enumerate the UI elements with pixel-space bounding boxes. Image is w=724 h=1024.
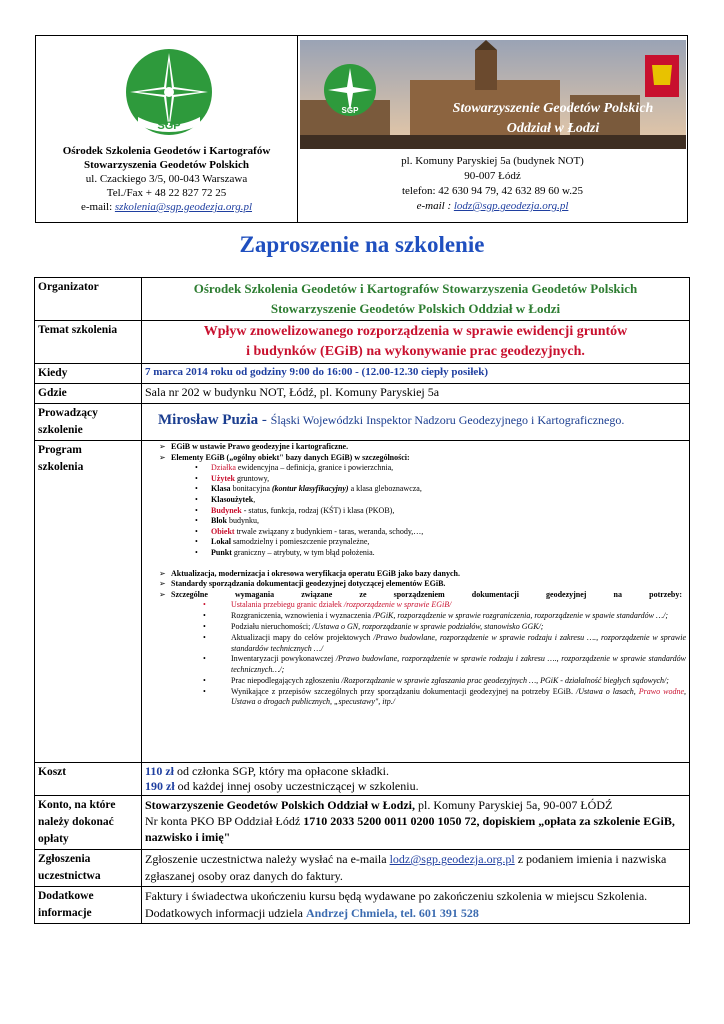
- program-item: ➢ Aktualizacja, modernizacja i okresowa weryfikacja operatu EGiB jako bazy danych.: [171, 569, 686, 580]
- program-label-2: szkolenia: [38, 461, 84, 473]
- trainer-name: Mirosław Puzia: [158, 412, 259, 428]
- lodz-logo: [324, 64, 376, 116]
- email-label: e-mail:: [80, 201, 115, 213]
- trainer-label-2: szkolenie: [38, 424, 83, 436]
- trainer-dash: -: [258, 412, 271, 428]
- registration-email-link[interactable]: lodz@sgp.geodezja.org.pl: [389, 852, 515, 866]
- list-item: • Klasoużytek,: [211, 495, 686, 506]
- contact-person: Andrzej Chmiela, tel. 601 391 528: [305, 906, 479, 920]
- list-item: • Podziału nieruchomości; /Ustawa o GN, rozporządzanie w sprawie podziałów, stanowisko GGK/;: [231, 622, 686, 633]
- list-item: • Budynek - status, funkcja, rodzaj (KŚT) i klasa (PKOB),: [211, 506, 686, 517]
- lodz-banner: [300, 40, 686, 149]
- list-item: • Aktualizacji mapy do celów projektowych /Prawo budowlane, rozporządzenie w sprawie rodzaju i zakresu …., rozporządzenie w sprawie standardów technicznych …/: [231, 633, 686, 655]
- page-title: Zaproszenie na szkolenie: [239, 232, 485, 257]
- row-program: [35, 441, 690, 763]
- list-item: • Ustalania przebiegu granic działek /rozporządzenie w sprawie EGiB/: [231, 600, 686, 611]
- non-member-price: 190 zł: [145, 779, 175, 793]
- documentation-requirements-list: [171, 600, 686, 708]
- row-when: [35, 364, 690, 384]
- list-item: • Rozgraniczenia, wznowienia i wyznaczenia /PGiK, rozporządzenie w sprawie rozgraniczenia, rozporządzenie w spawie standardów …/;: [231, 611, 686, 622]
- banner-title: Stowarzyszenie Geodetów Polskich: [452, 101, 654, 116]
- list-item: • Klasa bonitacyjna (kontur klasyfikacyjny) a klasa gleboznawcza,: [211, 484, 686, 495]
- member-price: 110 zł: [145, 764, 174, 778]
- list-item: • Obiekt trwale związany z budynkiem - taras, weranda, schody,…,: [211, 527, 686, 538]
- sgp-logo: [124, 47, 214, 137]
- sgp-logo-text: SGP: [157, 120, 181, 132]
- warsaw-email-link[interactable]: szkolenia@sgp.geodezja.org.pl: [114, 201, 253, 213]
- list-item: • Działka ewidencyjna – definicja, granice i powierzchnia,: [211, 463, 686, 474]
- list-item: • Blok budynku,: [211, 516, 686, 527]
- letterhead: [35, 35, 688, 223]
- center-name: Ośrodek Szkolenia Geodetów i Kartografów: [62, 145, 271, 157]
- warsaw-phone: Tel./Fax + 48 22 827 72 25: [106, 187, 227, 199]
- program-item: ➢ Standardy sporządzania dokumentacji geodezyjnej dotyczącej elementów EGiB.: [171, 579, 686, 590]
- egib-elements-list: [171, 463, 686, 558]
- list-item: • Użytek gruntowy,: [211, 474, 686, 485]
- lodz-phone: telefon: 42 630 94 79, 42 632 89 60 w.25: [401, 185, 584, 197]
- row-trainer: [35, 404, 690, 441]
- row-account: Konto, na które należy dokonać opłaty Stowarzyszenie Geodetów Polskich Oddział w Łodzi, pl. Komuny Paryskiej 5a, 90-007 ŁÓDŹ Nr konta PKO BP Oddział Łódź 1710 2033 5200 0011 0200 1050 72, dopiskiem „opłata za szkolenie EGiB, nazwisko i imię": [35, 796, 690, 850]
- letterhead-lodz: [298, 36, 687, 222]
- association-name: Stowarzyszenia Geodetów Polskich: [84, 159, 249, 171]
- warsaw-address: ul. Czackiego 3/5, 00-043 Warszawa: [85, 173, 248, 185]
- list-item: • Lokal samodzielny i pomieszczenie przynależne,: [211, 537, 686, 548]
- banner-subtitle: Oddział w Łodzi: [506, 121, 600, 136]
- where-label: Gdzie: [35, 384, 142, 404]
- topic-line1: Wpływ znowelizowanego rozporządzenia w sprawie ewidencji gruntów: [203, 324, 628, 339]
- email-label: e-mail :: [416, 200, 454, 212]
- training-details-table: [34, 277, 690, 924]
- when-label: Kiedy: [35, 364, 142, 384]
- lodz-address: pl. Komuny Paryskiej 5a (budynek NOT): [401, 155, 584, 167]
- list-item: • Inwentaryzacji powykonawczej /Prawo budowlane, rozporządzenie w sprawie rodzaju i zakresu …., rozporządzenie w sprawie standardów technicznych…/;: [231, 654, 686, 676]
- bank-account-number: 1710 2033 5200 0011 0200 1050 72, dopiskiem „opłata za szkolenie EGiB,: [303, 814, 675, 828]
- when-value: 7 marca 2014 roku od godziny 9:00 do 16:00 - (12.00-12.30 ciepły posiłek): [142, 364, 690, 384]
- topic-line2: i budynków (EGiB) na wykonywanie prac geodezyjnych.: [246, 344, 585, 359]
- trainer-label-1: Prowadzący: [38, 407, 98, 419]
- letterhead-warsaw: [36, 36, 298, 222]
- lodz-postcode: 90-007 Łódź: [464, 170, 521, 182]
- topic-label: Temat szkolenia: [35, 321, 142, 364]
- cost-label: Koszt: [35, 763, 142, 796]
- svg-text:SGP: SGP: [341, 106, 359, 115]
- organizer-line1: Ośrodek Szkolenia Geodetów i Kartografów Stowarzyszenia Geodetów Polskich: [193, 281, 638, 296]
- organizer-line2: Stowarzyszenie Geodetów Polskich Oddział w Łodzi: [270, 301, 561, 316]
- row-where: [35, 384, 690, 404]
- where-value: Sala nr 202 w budynku NOT, Łódź, pl. Komuny Paryskiej 5a: [142, 384, 690, 404]
- row-cost: Koszt 110 zł od członka SGP, który ma opłacone składki. 190 zł od każdej innej osoby uczestniczącej w szkoleniu.: [35, 763, 690, 796]
- list-item: • Wynikające z przepisów szczególnych przy sporządzaniu dokumentacji geodezyjnej na potrzeby EGiB. /Ustawa o lasach, Prawo wodne, Ustawa o drogach publicznych, „specustawy", itp./: [231, 687, 686, 709]
- list-item: • Punkt graniczny – atrybuty, w tym błąd położenia.: [211, 548, 686, 559]
- program-item: ➢ Szczególne wymagania związane ze sporządzeniem dokumentacji geodezyjnej na potrzeby: • Ustalania przebiegu granic działek /rozporządzenie w sprawie EGiB/ • Rozgraniczenia, wznowienia i wyznaczenia /PGiK, rozporządzenie w sprawie rozgraniczenia, rozporządzenie w spawie standardów …/; • Podziału nieruchomości; /Ustawa o GN, rozporządzanie w sprawie podziałów, stanowisko GGK/; • Aktualizacji mapy do celów projektowych /Prawo budowlane, rozporządzenie w sprawie rodzaju i zakresu …., rozporządzenie w sprawie standardów technicznych …/ • Inwentaryzacji powykonawczej /Prawo budowlane, rozporządzenie w sprawie rodzaju i zakresu …., rozporządzenie w sprawie standardów technicznych…/; • Prac niepodlegających zgłoszeniu /Rozporządzanie w sprawie zgłaszania prac geodezyjnych …, PGiK - działalność biegłych sądowych/; • Wynikające z przepisów szczególnych przy sporządzaniu dokumentacji geodezyjnej na potrzeby EGiB. /Ustawa o lasach, Prawo wodne, Ustawa o drogach publicznych, „specustawy", itp./: [171, 590, 686, 709]
- row-registration: Zgłoszenia uczestnictwa Zgłoszenie uczestnictwa należy wysłać na e-maila lodz@sgp.geodezja.org.pl z podaniem imienia i nazwiska zgłaszanej osoby oraz danych do faktury.: [35, 850, 690, 887]
- program-item: ➢ EGiB w ustawie Prawo geodezyjne i kartograficzne.: [171, 442, 686, 453]
- row-additional-info: Dodatkowe informacje Faktury i świadectwa ukończeniu kursu będą wydawane po zakończeniu szkolenia w miejscu Szkolenia. Dodatkowych informacji udziela Andrzej Chmiela, tel. 601 391 528: [35, 887, 690, 924]
- program-item: ➢ Elementy EGiB („ogólny obiekt" bazy danych EGiB) w szczególności: • Działka ewidencyjna – definicja, granice i powierzchnia, • Użytek gruntowy, • Klasa bonitacyjna (kontur klasyfikacyjny) a klasa gleboznawcza, • Klasoużytek, • Budynek - status, funkcja, rodzaj (KŚT) i klasa (PKOB), • Blok budynku, • Obiekt trwale związany z budynkiem - taras, weranda, schody,…, • Lokal samodzielny i pomieszczenie przynależne, • Punkt graniczny – atrybuty, w tym błąd położenia.: [171, 453, 686, 559]
- organizer-label: Organizator: [35, 278, 142, 321]
- trainer-role: Śląski Wojewódzki Inspektor Nadzoru Geodezyjnego i Kartograficznego.: [270, 413, 625, 427]
- row-organizer: [35, 278, 690, 321]
- lodz-email-link[interactable]: lodz@sgp.geodezja.org.pl: [453, 200, 569, 212]
- program-label-1: Program: [38, 444, 82, 456]
- row-topic: [35, 321, 690, 364]
- list-item: • Prac niepodlegających zgłoszeniu /Rozporządzanie w sprawie zgłaszania prac geodezyjnych …, PGiK - działalność biegłych sądowych/;: [231, 676, 686, 687]
